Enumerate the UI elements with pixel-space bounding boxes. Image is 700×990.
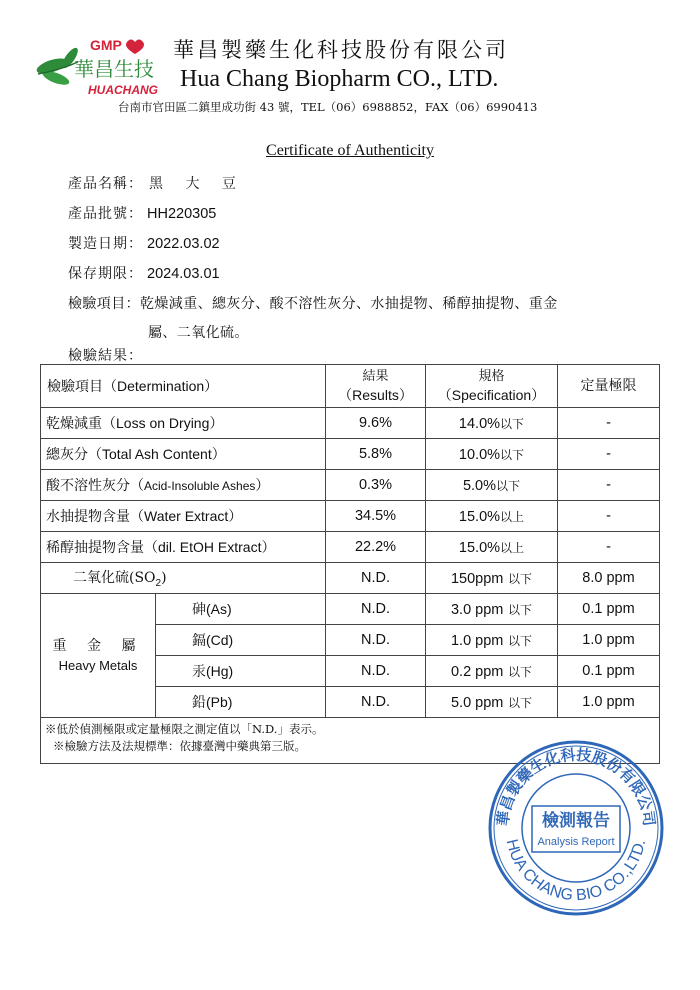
heavy-metals-label: 重 金 屬 Heavy Metals: [41, 594, 156, 718]
metal-spec: 0.2 ppm 以下: [426, 656, 558, 687]
metal-result: N.D.: [326, 594, 426, 625]
test-items-line2: 屬、二氧化硫。: [148, 325, 249, 341]
company-name-english: Hua Chang Biopharm CO., LTD.: [180, 66, 499, 92]
row-label: 總灰分（Total Ash Content）: [41, 439, 326, 470]
stamp-ring-english: HUA CHANG BIO CO.,LTD.: [502, 837, 650, 905]
metal-spec: 3.0 ppm 以下: [426, 594, 558, 625]
metal-spec: 1.0 ppm 以下: [426, 625, 558, 656]
header-results: 結果 （Results）: [326, 365, 426, 408]
row-spec: 5.0%以下: [426, 470, 558, 501]
row-loq: -: [558, 501, 660, 532]
metal-loq: 1.0 ppm: [558, 625, 660, 656]
table-row: [41, 501, 660, 532]
metal-label: 汞(Hg): [156, 656, 326, 687]
row-loq: -: [558, 532, 660, 563]
metal-loq: 0.1 ppm: [558, 656, 660, 687]
table-row-so2: [41, 563, 660, 594]
stamp-center-chinese: 檢測報告: [542, 811, 610, 831]
row-result: 22.2%: [326, 532, 426, 563]
header-determination: 檢驗項目（Determination）: [41, 365, 326, 408]
header-loq: 定量極限: [558, 365, 660, 408]
row-spec: 10.0%以下: [426, 439, 558, 470]
analysis-report-stamp: [486, 738, 666, 918]
mfg-date-line: [68, 233, 220, 253]
mfg-date-value: 2022.03.02: [147, 236, 220, 252]
mfg-date-label: 製造日期：: [68, 236, 143, 252]
row-loq: -: [558, 408, 660, 439]
table-row: [41, 439, 660, 470]
metal-result: N.D.: [326, 625, 426, 656]
document-title: Certificate of Authenticity: [266, 142, 434, 159]
row-label: 酸不溶性灰分（Acid-Insoluble Ashes）: [41, 470, 326, 501]
so2-spec: 150ppm 以下: [426, 563, 558, 594]
product-name-label: 產品名稱：: [68, 176, 143, 192]
metal-label: 鉛(Pb): [156, 687, 326, 718]
expiry-line: [68, 263, 220, 283]
row-label: 稀醇抽提物含量（dil. EtOH Extract）: [41, 532, 326, 563]
row-loq: -: [558, 470, 660, 501]
table-row: [41, 408, 660, 439]
stamp-ring-chinese: 華昌製藥生化科技股份有限公司: [493, 745, 659, 828]
table-row-heavy-metal: [41, 594, 660, 625]
heart-icon: [126, 40, 144, 55]
metal-result: N.D.: [326, 656, 426, 687]
batch-value: HH220305: [147, 206, 217, 222]
test-items-line1: 檢驗項目：乾燥減重、總灰分、酸不溶性灰分、水抽提物、稀醇抽提物、重金: [68, 296, 558, 312]
table-row: [41, 470, 660, 501]
note-method: ※檢驗方法及法規標準：依據臺灣中藥典第三版。: [53, 739, 306, 753]
row-spec: 15.0%以上: [426, 532, 558, 563]
so2-result: N.D.: [326, 563, 426, 594]
metal-label: 鎘(Cd): [156, 625, 326, 656]
company-name-chinese: 華昌製藥生化科技股份有限公司: [173, 38, 509, 62]
product-name-value: 黑 大 豆: [149, 176, 245, 192]
metal-loq: 1.0 ppm: [558, 687, 660, 718]
row-label: 水抽提物含量（Water Extract）: [41, 501, 326, 532]
metal-loq: 0.1 ppm: [558, 594, 660, 625]
expiry-label: 保存期限：: [68, 266, 143, 282]
row-result: 0.3%: [326, 470, 426, 501]
note-nd: ※低於偵測極限或定量極限之測定值以「N.D.」表示。: [45, 722, 324, 736]
row-result: 34.5%: [326, 501, 426, 532]
logo-chinese: 華昌生技: [74, 57, 154, 81]
results-label: 檢驗結果：: [68, 348, 143, 364]
metal-spec: 5.0 ppm 以下: [426, 687, 558, 718]
table-header-row: [41, 365, 660, 408]
row-spec: 15.0%以上: [426, 501, 558, 532]
metal-label: 砷(As): [156, 594, 326, 625]
so2-loq: 8.0 ppm: [558, 563, 660, 594]
table-row: [41, 532, 660, 563]
batch-label: 產品批號：: [68, 206, 143, 222]
row-result: 5.8%: [326, 439, 426, 470]
company-logo: [30, 36, 165, 98]
row-result: 9.6%: [326, 408, 426, 439]
logo-english: HUACHANG: [88, 83, 158, 97]
row-label: 乾燥減重（Loss on Drying）: [41, 408, 326, 439]
metal-result: N.D.: [326, 687, 426, 718]
company-address: 台南市官田區二鎮里成功街 43 號，TEL（06）6988852，FAX（06）6990413: [118, 100, 538, 114]
results-table: [40, 364, 660, 764]
so2-label: 二氧化硫$(SO_2)$: [41, 563, 326, 594]
expiry-value: 2024.03.01: [147, 266, 220, 282]
stamp-center-english: Analysis Report: [537, 836, 615, 848]
batch-line: [68, 203, 216, 223]
logo-gmp: GMP: [90, 37, 122, 53]
product-name-line: [68, 173, 245, 193]
row-spec: 14.0%以下: [426, 408, 558, 439]
header-specification: 規格 （Specification）: [426, 365, 558, 408]
row-loq: -: [558, 439, 660, 470]
